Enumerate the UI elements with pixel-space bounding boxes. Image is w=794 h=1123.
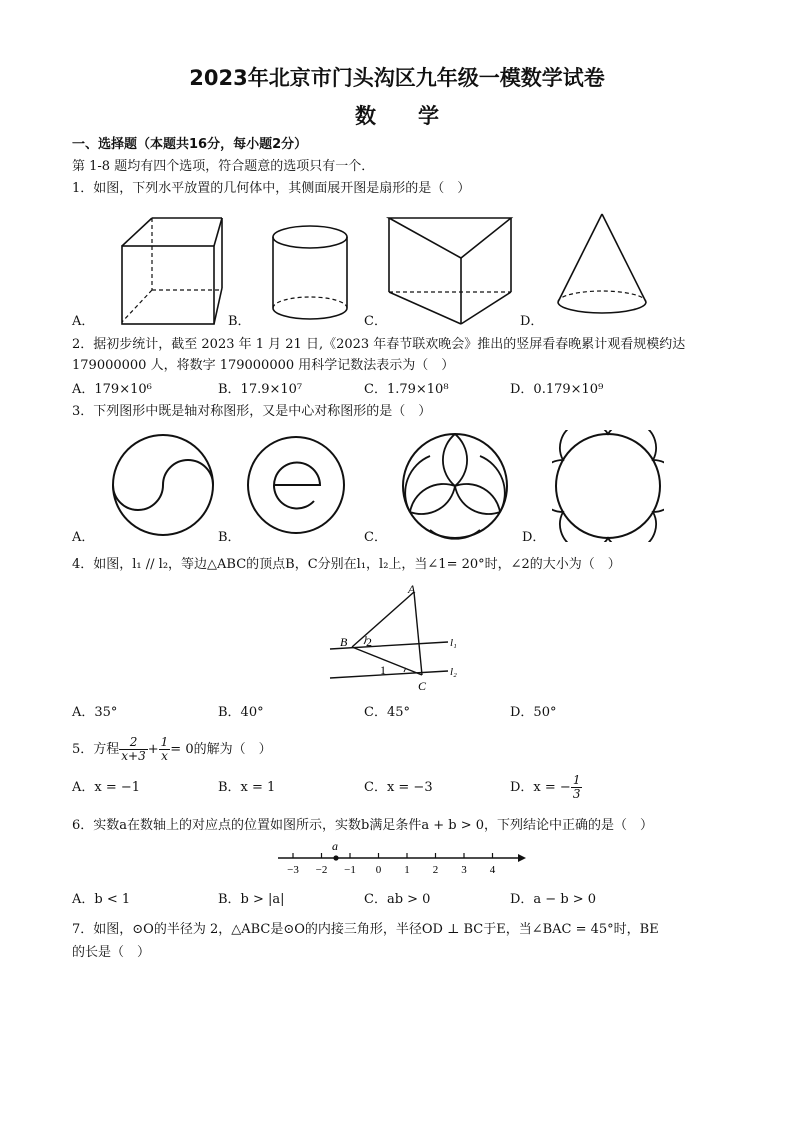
q1-cone-figure	[552, 210, 652, 320]
q5-suffix: = 0的解为（ ）	[170, 742, 272, 757]
q5-fraction-1	[119, 736, 147, 763]
q5-fraction-2	[159, 736, 171, 763]
q5-prefix: 5．方程	[72, 742, 120, 757]
q7-stem-line2: 的长是（ ）	[72, 945, 151, 960]
q4-label-l1: l₁	[450, 637, 457, 649]
q3-option-a-label[interactable]: A．	[72, 530, 95, 545]
q1-prism-figure	[385, 212, 520, 327]
q2-stem-line2: 179000000 人，将数字 179000000 用科学记数法表示为（ ）	[72, 358, 455, 373]
q6-point-a	[333, 855, 338, 860]
q6-tick-label: 1	[404, 864, 410, 876]
q6-tick-label: 4	[489, 864, 496, 876]
q2-option-c[interactable]: C．1.79×10⁸	[364, 382, 449, 397]
q1-cube-figure	[100, 210, 230, 325]
q6-tick-label: −1	[344, 864, 356, 876]
subject-title: 数 学	[355, 104, 439, 128]
q4-angle-1: 1	[380, 663, 386, 677]
q3-letter-e-figure	[244, 433, 348, 537]
q6-stem: 6．实数a在数轴上的对应点的位置如图所示，实数b满足条件a + b > 0，下列结论中正确的是（ ）	[72, 818, 654, 833]
q2-stem-line1: 2．据初步统计，截至 2023 年 1 月 21 日,《2023 年春节联欢晚会》推出的竖屏看春晚累计观看规模约达	[72, 337, 686, 352]
q5-option-d-prefix: D．x = −	[510, 780, 571, 795]
q6-tick-label: −2	[315, 864, 328, 876]
q5-frac2-den: x	[161, 749, 168, 763]
q2-option-d[interactable]: D．0.179×10⁹	[510, 382, 604, 397]
q5-plus: +	[147, 742, 159, 757]
q4-option-c[interactable]: C．45°	[364, 705, 410, 720]
q2-option-a[interactable]: A．179×10⁶	[72, 382, 152, 397]
q4-option-a[interactable]: A．35°	[72, 705, 118, 720]
q1-cylinder-figure	[268, 222, 352, 326]
q4-option-b[interactable]: B．40°	[218, 705, 264, 720]
q6-option-a[interactable]: A．b < 1	[72, 892, 131, 907]
q4-angle-2: 2	[366, 635, 372, 649]
q4-label-a: A	[408, 582, 416, 596]
q6-tick-label: 2	[432, 864, 439, 876]
q6-option-d[interactable]: D．a − b > 0	[510, 892, 597, 907]
q4-label-l2: l₂	[450, 666, 457, 678]
exam-title: 2023年北京市门头沟区九年级一模数学试卷	[189, 66, 605, 90]
q5-frac2-num: 1	[160, 735, 169, 749]
q6-option-c[interactable]: C．ab > 0	[364, 892, 431, 907]
q2-option-b[interactable]: B．17.9×10⁷	[218, 382, 303, 397]
q1-stem: 1．如图，下列水平放置的几何体中，其侧面展开图是扇形的是（ ）	[72, 181, 471, 196]
q5-option-a[interactable]: A．x = −1	[72, 780, 141, 795]
q5-option-c[interactable]: C．x = −3	[364, 780, 433, 795]
q6-tick-label: 0	[375, 864, 382, 876]
q6-number-line	[276, 840, 526, 880]
q5-stem	[72, 730, 272, 770]
q4-label-c: C	[418, 679, 427, 693]
q5-frac1-num: 2	[119, 736, 147, 750]
q1-option-a-label[interactable]: A．	[72, 314, 95, 329]
q4-stem: 4．如图，l₁ // l₂，等边△ABC的顶点B，C分别在l₁，l₂上，当∠1= 20°时，∠2的大小为（ ）	[72, 557, 621, 572]
q3-hexagram-arcs-figure	[552, 430, 664, 542]
q3-three-petal-figure	[400, 430, 510, 542]
q6-option-b[interactable]: B．b > |a|	[218, 892, 285, 907]
q6-tick-label: 3	[461, 864, 467, 876]
q3-yin-yang-figure	[104, 430, 222, 540]
q5-option-d-fraction	[571, 774, 583, 801]
q4-label-b: B	[340, 635, 348, 649]
q7-stem-line1: 7．如图，⊙O的半径为 2，△ABC是⊙O的内接三角形，半径OD ⊥ BC于E，当∠BAC = 45°时，BE	[72, 922, 659, 937]
q3-stem: 3．下列图形中既是轴对称图形，又是中心对称图形的是（ ）	[72, 404, 432, 419]
q3-option-c-label[interactable]: C．	[364, 530, 387, 545]
q1-option-d-label[interactable]: D．	[520, 314, 544, 329]
q5-optd-num: 1	[572, 773, 581, 787]
q6-point-a-label: a	[332, 840, 338, 853]
q5-optd-den: 3	[572, 787, 581, 801]
q6-tick-label: −3	[287, 864, 299, 876]
q4-option-d[interactable]: D．50°	[510, 705, 557, 720]
q5-option-b[interactable]: B．x = 1	[218, 780, 276, 795]
q3-option-b-label[interactable]: B．	[218, 530, 241, 545]
q4-parallel-lines-figure	[320, 580, 480, 695]
q1-option-c-label[interactable]: C．	[364, 314, 387, 329]
q5-frac1-den: x+3	[121, 749, 146, 763]
q5-option-d[interactable]	[510, 768, 582, 808]
q3-option-d-label[interactable]: D．	[522, 530, 546, 545]
section-heading: 一、选择题（本题共16分，每小题2分）	[72, 137, 308, 152]
q1-option-b-label[interactable]: B．	[228, 314, 251, 329]
section-intro: 第 1-8 题均有四个选项，符合题意的选项只有一个．	[72, 159, 375, 174]
